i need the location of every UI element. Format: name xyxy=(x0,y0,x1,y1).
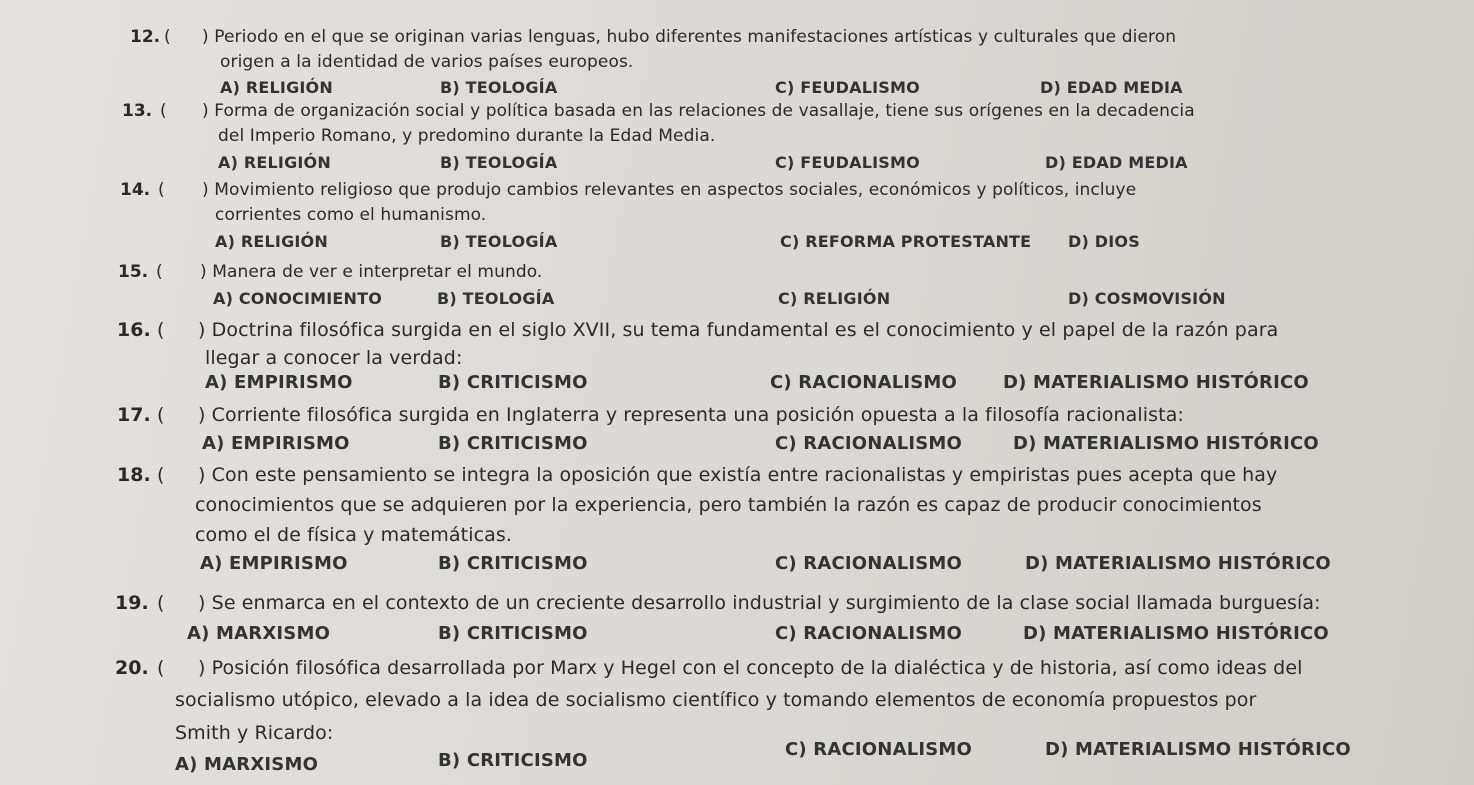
option-c: C) REFORMA PROTESTANTE xyxy=(780,232,1032,251)
option-a: A) MARXISMO xyxy=(175,754,319,775)
question-number: 12. xyxy=(130,27,161,47)
question-text-line: ) Forma de organización social y política basada en las relaciones de vasallaje, tiene sus orígenes en la decadencia xyxy=(202,101,1195,121)
question-text-line: origen a la identidad de varios países europeos. xyxy=(220,52,634,72)
option-b: B) TEOLOGÍA xyxy=(440,153,558,172)
option-b: B) CRITICISMO xyxy=(438,553,588,574)
option-a: A) RELIGIÓN xyxy=(220,78,333,97)
option-d: D) MATERIALISMO HISTÓRICO xyxy=(1023,623,1329,644)
question-text-line: socialismo utópico, elevado a la idea de socialismo científico y tomando elementos de economía propuestos por xyxy=(175,689,1257,711)
option-c: C) FEUDALISMO xyxy=(775,153,920,172)
option-d: D) MATERIALISMO HISTÓRICO xyxy=(1003,372,1309,393)
option-a: A) RELIGIÓN xyxy=(215,232,328,251)
question-text-line: ) Con este pensamiento se integra la oposición que existía entre racionalistas y empiristas pues acepta que hay xyxy=(198,464,1278,486)
question-text-line: llegar a conocer la verdad: xyxy=(205,347,463,369)
answer-blank[interactable]: ( xyxy=(157,657,165,679)
option-c: C) RACIONALISMO xyxy=(785,739,973,760)
question-number: 19. xyxy=(115,592,149,614)
option-a: A) CONOCIMIENTO xyxy=(213,289,383,308)
option-c: C) RACIONALISMO xyxy=(775,623,963,644)
answer-blank[interactable]: ( xyxy=(164,27,171,47)
question-text-line: conocimientos que se adquieren por la experiencia, pero también la razón es capaz de producir conocimientos xyxy=(195,494,1262,516)
option-b: B) TEOLOGÍA xyxy=(437,289,555,308)
answer-blank[interactable]: ( xyxy=(157,592,165,614)
question-number: 16. xyxy=(117,319,151,341)
option-d: D) DIOS xyxy=(1068,232,1140,251)
question-text-line: ) Posición filosófica desarrollada por Marx y Hegel con el concepto de la dialéctica y de historia, así como ideas del xyxy=(198,657,1303,679)
option-b: B) CRITICISMO xyxy=(438,433,588,454)
option-d: D) EDAD MEDIA xyxy=(1045,153,1188,172)
option-d: D) COSMOVISIÓN xyxy=(1068,289,1226,308)
option-b: B) CRITICISMO xyxy=(438,750,588,771)
option-b: B) TEOLOGÍA xyxy=(440,78,558,97)
answer-blank[interactable]: ( xyxy=(156,262,163,282)
question-text-line: ) Movimiento religioso que produjo cambios relevantes en aspectos sociales, económicos y políticos, incluye xyxy=(202,180,1137,200)
option-d: D) MATERIALISMO HISTÓRICO xyxy=(1013,433,1319,454)
option-c: C) RELIGIÓN xyxy=(778,289,891,308)
option-c: C) FEUDALISMO xyxy=(775,78,920,97)
question-number: 18. xyxy=(117,464,151,486)
question-number: 15. xyxy=(118,262,149,282)
option-d: D) MATERIALISMO HISTÓRICO xyxy=(1045,739,1351,760)
option-a: A) EMPIRISMO xyxy=(200,553,348,574)
question-text-line: ) Manera de ver e interpretar el mundo. xyxy=(200,262,543,282)
option-d: D) MATERIALISMO HISTÓRICO xyxy=(1025,553,1331,574)
option-c: C) RACIONALISMO xyxy=(775,433,963,454)
option-c: C) RACIONALISMO xyxy=(770,372,958,393)
option-b: B) CRITICISMO xyxy=(438,623,588,644)
question-number: 14. xyxy=(120,180,151,200)
option-a: A) EMPIRISMO xyxy=(205,372,353,393)
answer-blank[interactable]: ( xyxy=(160,101,167,121)
option-d: D) EDAD MEDIA xyxy=(1040,78,1183,97)
answer-blank[interactable]: ( xyxy=(158,180,165,200)
option-b: B) TEOLOGÍA xyxy=(440,232,558,251)
question-text-line: Smith y Ricardo: xyxy=(175,722,334,744)
question-number: 13. xyxy=(122,101,153,121)
answer-blank[interactable]: ( xyxy=(157,404,165,426)
option-c: C) RACIONALISMO xyxy=(775,553,963,574)
question-number: 17. xyxy=(117,404,151,426)
question-text-line: ) Se enmarca en el contexto de un creciente desarrollo industrial y surgimiento de la clase social llamada burguesía: xyxy=(198,592,1321,614)
option-a: A) EMPIRISMO xyxy=(202,433,350,454)
option-b: B) CRITICISMO xyxy=(438,372,588,393)
question-number: 20. xyxy=(115,657,149,679)
question-text-line: del Imperio Romano, y predomino durante la Edad Media. xyxy=(218,126,716,146)
question-text-line: ) Corriente filosófica surgida en Inglaterra y representa una posición opuesta a la filosofía racionalista: xyxy=(198,404,1184,426)
question-text-line: corrientes como el humanismo. xyxy=(215,205,487,225)
question-text-line: como el de física y matemáticas. xyxy=(195,524,512,546)
option-a: A) RELIGIÓN xyxy=(218,153,331,172)
answer-blank[interactable]: ( xyxy=(157,464,165,486)
question-text-line: ) Doctrina filosófica surgida en el siglo XVII, su tema fundamental es el conocimiento y el papel de la razón para xyxy=(198,319,1279,341)
answer-blank[interactable]: ( xyxy=(157,319,165,341)
option-a: A) MARXISMO xyxy=(187,623,331,644)
question-text-line: ) Periodo en el que se originan varias lenguas, hubo diferentes manifestaciones artísticas y culturales que dieron xyxy=(202,27,1177,47)
